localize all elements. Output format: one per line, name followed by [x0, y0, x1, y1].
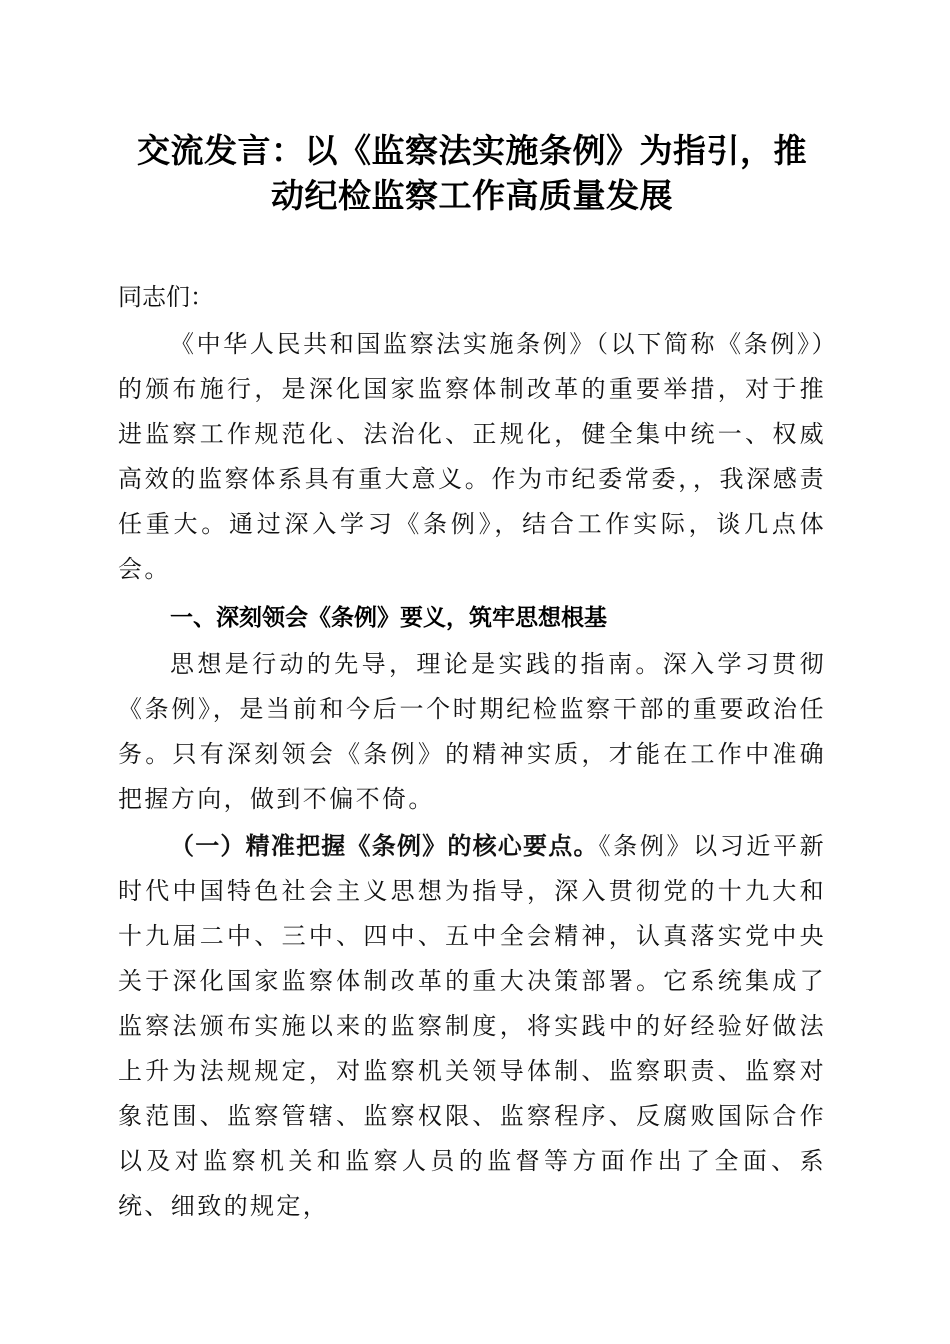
paragraph-section1: 思想是行动的先导，理论是实践的指南。深入学习贯彻《条例》，是当前和今后一个时期纪检监察干部的重要政治任务。只有深刻领会《条例》的精神实质，才能在工作中准确把握方向，做到不偏不倚。	[118, 650, 826, 813]
document-page	[118, 128, 826, 1229]
title-line-1: 交流发言：以《监察法实施条例》为指引，推	[137, 131, 807, 170]
paragraph-subsection1	[118, 823, 826, 1229]
subsection-body-1: 《条例》以习近平新时代中国特色社会主义思想为指导，深入贯彻党的十九大和十九届二中、三中、四中、五中全会精神，认真落实党中央关于深化国家监察体制改革的重大决策部署。它系统集成了监察法颁布实施以来的监察制度，将实践中的好经验好做法上升为法规规定，对监察机关领导体制、监察职责、监察对象范围、监察管辖、监察权限、监察程序、反腐败国际合作以及对监察机关和监察人员的监督等方面作出了全面、系统、细致的规定，	[118, 832, 826, 1220]
salutation: 同志们：	[118, 283, 214, 311]
title-line-2: 动纪检监察工作高质量发展	[271, 176, 673, 215]
paragraph-intro: 《中华人民共和国监察法实施条例》（以下简称《条例》）的颁布施行，是深化国家监察体制改革的重要举措，对于推进监察工作规范化、法治化、正规化，健全集中统一、权威高效的监察体系具有重大意义。作为市纪委常委，，我深感责任重大。通过深入学习《条例》，结合工作实际，谈几点体会。	[118, 330, 826, 583]
document-title	[118, 128, 826, 218]
section-heading-1: 一、深刻领会《条例》要义，筑牢思想根基	[170, 605, 607, 631]
subsection-heading-1: （一）精准把握《条例》的核心要点。	[170, 831, 599, 860]
